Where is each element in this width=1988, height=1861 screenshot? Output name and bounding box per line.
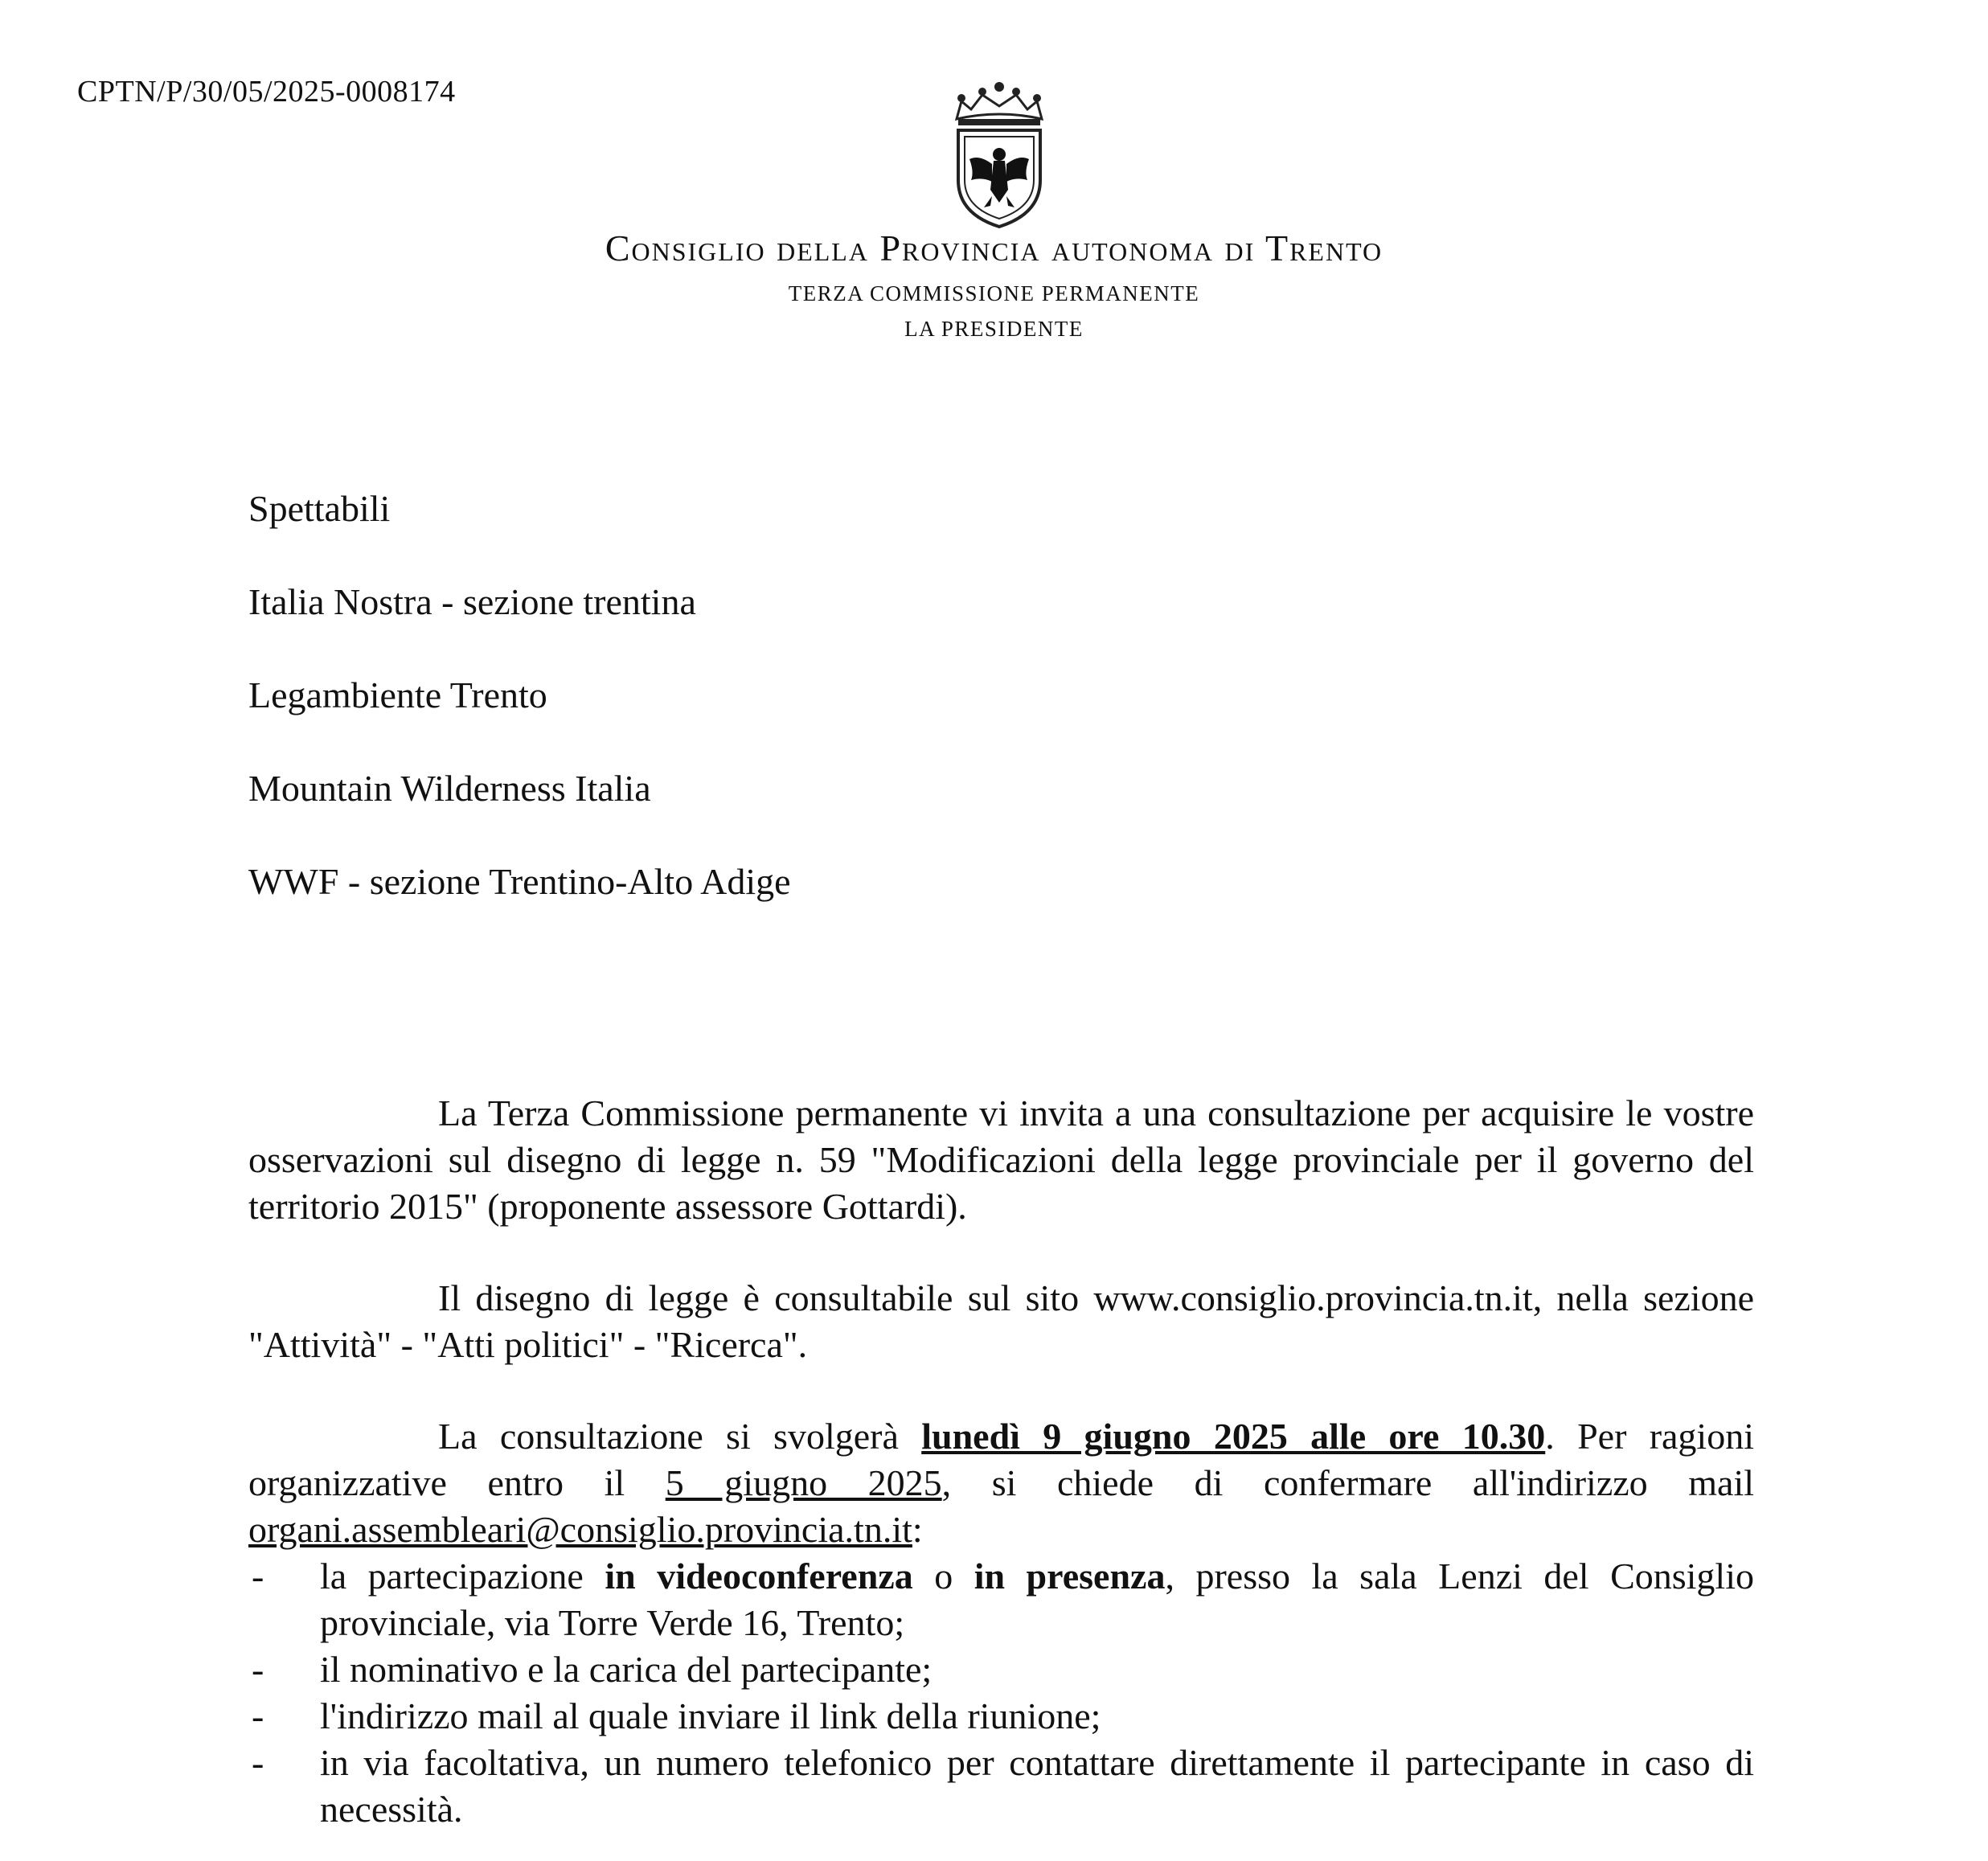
protocol-number: CPTN/P/30/05/2025-0008174 <box>77 75 456 109</box>
list-item-text: , presso la sala Lenzi del Consiglio provinciale, via Torre Verde 16, Trento; <box>320 1556 1754 1643</box>
videoconference-option: in videoconferenza <box>605 1556 913 1597</box>
list-item-text: o <box>912 1556 974 1597</box>
council-title: Consiglio della Provincia autonoma di Trento <box>605 228 1383 268</box>
contact-email-link[interactable]: organi.assembleari@consiglio.provincia.tn.it <box>248 1509 912 1550</box>
recipient-item: Italia Nostra - sezione trentina <box>248 581 696 622</box>
recipients-block <box>248 490 791 957</box>
confirmation-deadline: 5 giugno 2025 <box>665 1462 942 1503</box>
schedule-text: : <box>912 1509 923 1550</box>
list-item-text: la partecipazione <box>320 1556 605 1597</box>
signatory-role: LA PRESIDENTE <box>904 317 1084 341</box>
list-item: - il nominativo e la carica del partecipante; <box>248 1646 1754 1693</box>
list-item <box>248 1553 1754 1646</box>
letter-body <box>248 1090 1754 1833</box>
recipient-item: Legambiente Trento <box>248 674 547 715</box>
coat-of-arms-icon <box>947 77 1051 230</box>
schedule-text: . Per ragioni organizzative entro il <box>248 1416 1754 1503</box>
commission-name: TERZA COMMISSIONE PERMANENTE <box>788 281 1200 305</box>
meeting-date: lunedì 9 giugno 2025 alle ore 10.30 <box>921 1416 1546 1457</box>
paragraph-schedule <box>248 1413 1754 1553</box>
paragraph-website: Il disegno di legge è consultabile sul sito www.consiglio.provincia.tn.it, nella sezione "Attività" - "Atti politici" - "Ricerca". <box>248 1277 1754 1365</box>
in-person-option: in presenza <box>974 1556 1166 1597</box>
confirmation-list <box>248 1553 1754 1833</box>
recipient-item: Mountain Wilderness Italia <box>248 768 651 809</box>
schedule-text: , si chiede di confermare all'indirizzo mail <box>941 1462 1755 1503</box>
recipient-item: WWF - sezione Trentino-Alto Adige <box>248 861 791 902</box>
list-item: - in via facoltativa, un numero telefonico per contattare direttamente il partecipante in caso di necessità. <box>248 1740 1754 1833</box>
paragraph-invitation: La Terza Commissione permanente vi invita a una consultazione per acquisire le vostre osservazioni sul disegno di legge n. 59 "Modificazioni della legge provinciale per il governo del territorio 2015" (proponente assessore Gottardi). <box>248 1092 1754 1227</box>
schedule-text: La consultazione si svolgerà <box>438 1416 922 1457</box>
list-item: - l'indirizzo mail al quale inviare il link della riunione; <box>248 1693 1754 1740</box>
salutation: Spettabili <box>248 488 391 529</box>
